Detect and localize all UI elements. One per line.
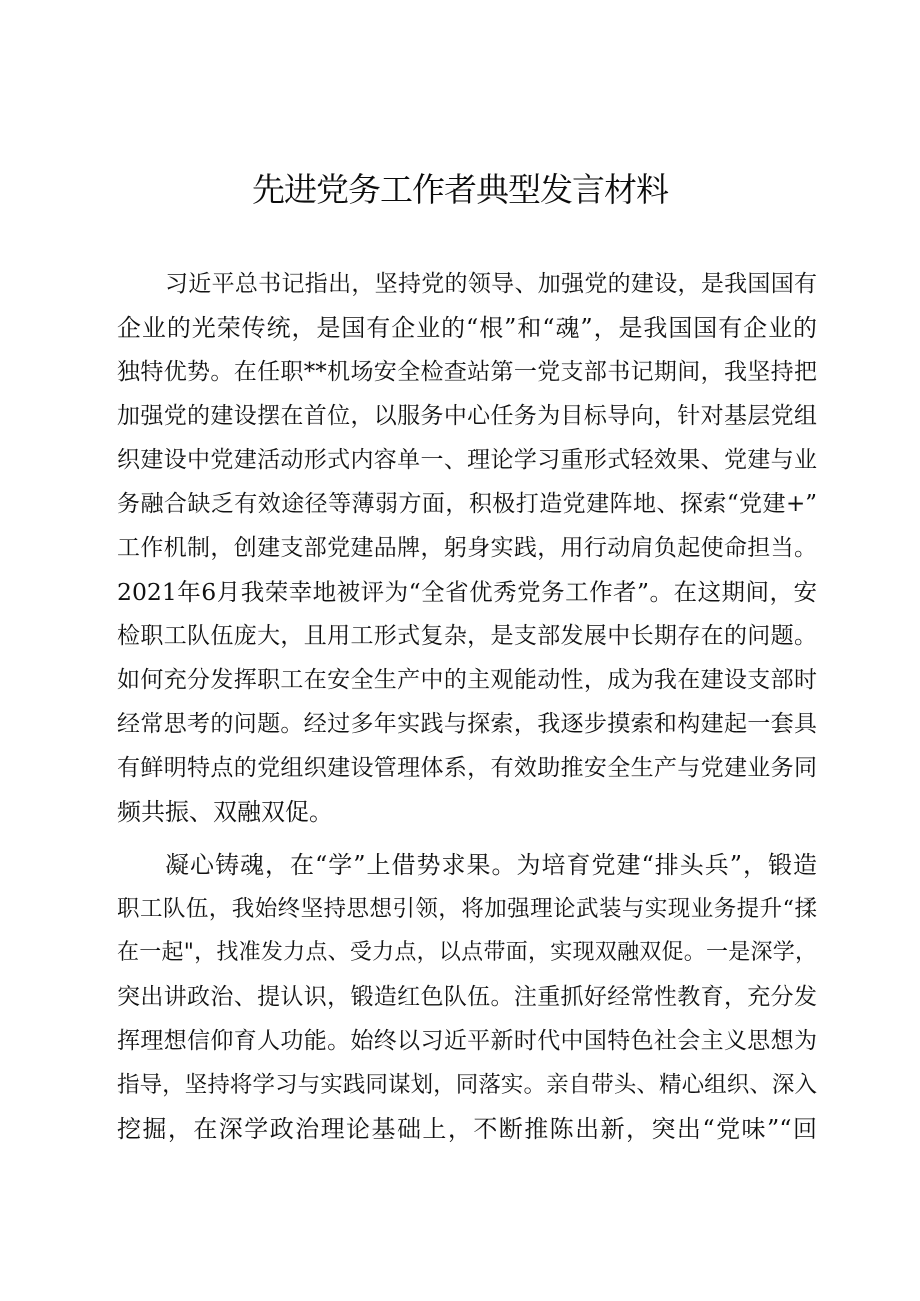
text-line: 在一起"，找准发力点、受力点，以点带面，实现双融双促。一是深学，	[117, 940, 817, 965]
text-line: 频共振、双融双促。	[117, 798, 333, 826]
text-line: 织建设中党建活动形式内容单一、理论学习重形式轻效果、党建与业	[117, 447, 817, 473]
paragraph-spacer	[117, 834, 817, 843]
text-line: 挖掘，在深学政治理论基础上，不断推陈出新，突出“党味”“回	[117, 1115, 817, 1143]
text-line: 务融合缺乏有效途径等薄弱方面，积极打造党建阵地、探索“党建+”	[117, 491, 817, 517]
text-line: 凝心铸魂，在“学”上借势求果。为培育党建“排头兵”，锻造	[165, 851, 817, 879]
text-line: 工作机制，创建支部党建品牌，躬身实践，用行动肩负起使命担当。	[117, 535, 817, 561]
text-line: 经常思考的问题。经过多年实践与探索，我逐步摸索和构建起一套具	[117, 711, 817, 737]
text-line: 职工队伍，我始终坚持思想引领，将加强理论武装与实现业务提升“揉	[117, 896, 817, 922]
text-line: 检职工队伍庞大，且用工形式复杂，是支部发展中长期存在的问题。	[117, 623, 817, 649]
text-line: 如何充分发挥职工在安全生产中的主观能动性，成为我在建设支部时	[117, 667, 817, 693]
text-line: 挥理想信仰育人功能。始终以习近平新时代中国特色社会主义思想为	[117, 1028, 817, 1054]
text-line: 独特优势。在任职**机场安全检查站第一党支部书记期间，我坚持把	[117, 359, 817, 385]
document-body	[117, 262, 817, 1151]
paragraph-2	[117, 843, 817, 1151]
text-line: 有鲜明特点的党组织建设管理体系，有效助推安全生产与党建业务同	[117, 755, 817, 781]
document-title: 先进党务工作者典型发言材料	[252, 170, 668, 209]
text-line: 2021年6月我荣幸地被评为“全省优秀党务工作者”。在这期间，安	[117, 578, 817, 606]
text-line: 企业的光荣传统，是国有企业的“根”和“魂”，是我国国有企业的	[117, 314, 817, 342]
text-line: 突出讲政治、提认识，锻造红色队伍。注重抓好经常性教育，充分发	[117, 984, 817, 1010]
text-line: 指导，坚持将学习与实践同谋划，同落实。亲自带头、精心组织、深入	[117, 1072, 817, 1098]
text-line: 习近平总书记指出，坚持党的领导、加强党的建设，是我国国有	[165, 271, 817, 297]
paragraph-1	[117, 262, 817, 834]
text-line: 加强党的建设摆在首位，以服务中心任务为目标导向，针对基层党组	[117, 403, 817, 429]
